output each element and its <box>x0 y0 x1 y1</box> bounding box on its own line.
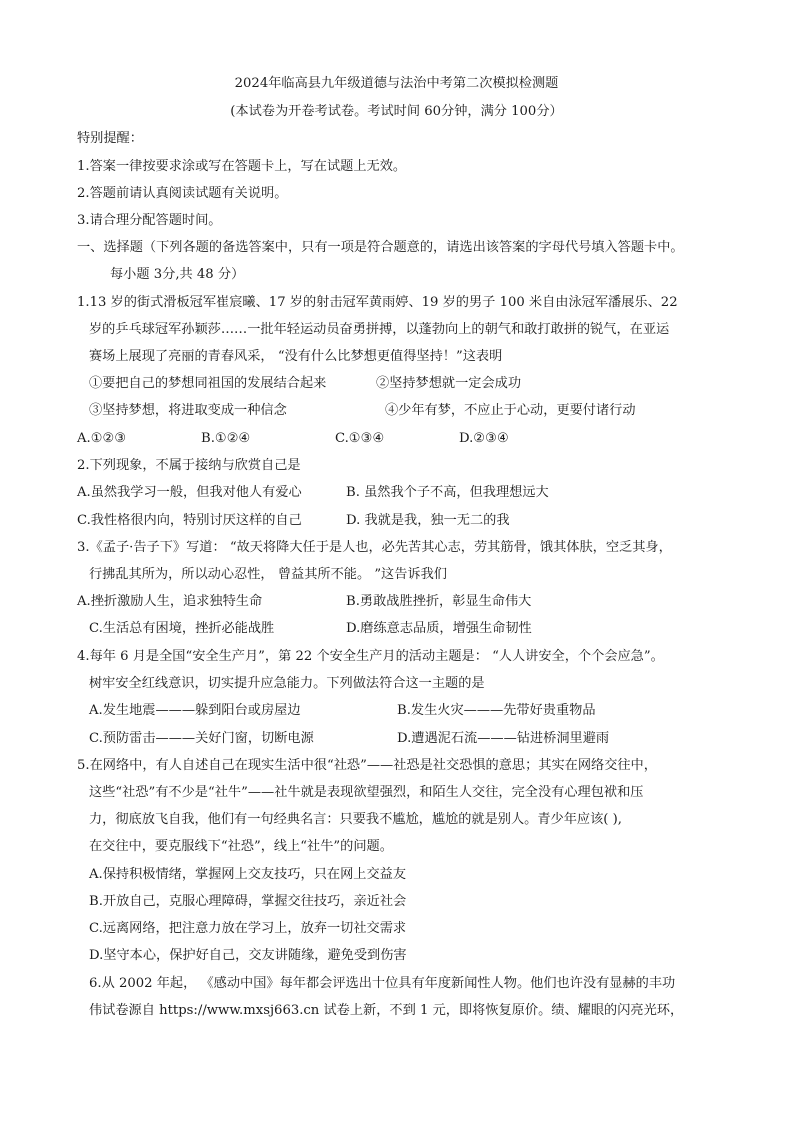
option: C.生活总有困境，挫折必能战胜 <box>89 621 275 636</box>
statement: ①要把自己的梦想同祖国的发展结合起来 <box>89 376 327 391</box>
option: B.发生火灾———先带好贵重物品 <box>397 703 596 718</box>
option: C.预防雷击———关好门窗，切断电源 <box>89 731 314 746</box>
question-stem: 行拂乱其所为，所以动心忍性， 曾益其所不能。 ”这告诉我们 <box>89 567 447 582</box>
option: C.我性格很内向，特别讨厌这样的自己 <box>77 513 302 528</box>
exam-subtitle: (本试卷为开卷考试卷。考试时间 60分钟，满分 100分） <box>230 104 563 119</box>
statement: ②坚持梦想就一定会成功 <box>376 376 522 391</box>
question-stem: 力，彻底放飞自我，他们有一句经典名言：只要我不尴尬，尴尬的就是别人。青少年应该( ), <box>89 812 622 827</box>
section-heading-cont: 每小题 3分,共 48 分） <box>110 267 245 282</box>
question-stem: 岁的乒乓球冠军孙颖莎……一批年轻运动员奋勇拼搏，以蓬勃向上的朝气和敢打敢拼的锐气，在亚运 <box>89 322 670 337</box>
question-stem: 伟试卷源自 https://www.mxsj663.cn 试卷上新，不到 1 元，即将恢复原价。绩、耀眼的闪亮光环， <box>89 1003 684 1018</box>
notice-item: 1.答案一律按要求涂或写在答题卡上，写在试题上无效。 <box>77 159 407 174</box>
option: A.挫折激励人生，追求独特生命 <box>77 594 263 609</box>
option: D.遭遇泥石流———钻进桥洞里避雨 <box>397 731 610 746</box>
option: C.远离网络，把注意力放在学习上，放弃一切社交需求 <box>89 921 407 936</box>
option: D.磨练意志品质，增强生命韧性 <box>346 621 532 636</box>
exam-title: 2024年临高县九年级道德与法治中考第二次模拟检测题 <box>234 76 559 91</box>
question-stem: 6.从 2002 年起， 《感动中国》每年都会评选出十位具有年度新闻性人物。他们也许没有显赫的丰功 <box>89 976 676 991</box>
question-stem: 2.下列现象，不属于接纳与欣赏自己是 <box>77 458 301 473</box>
notice-heading: 特别提醒： <box>77 131 143 146</box>
notice-item: 3.请合理分配答题时间。 <box>77 213 222 228</box>
question-stem: 1.13 岁的街式滑板冠军崔宸曦、17 岁的射击冠军黄雨婷、19 岁的男子 100 米自由泳冠军潘展乐、22 <box>77 295 678 310</box>
option: C.①③④ <box>335 431 385 446</box>
option: D. 我就是我，独一无二的我 <box>346 513 510 528</box>
question-stem: 5.在网络中，有人自述自己在现实生活中很“社恐”——社恐是社交恐惧的意思；其实在网络交往中， <box>77 758 657 773</box>
option: A.虽然我学习一般，但我对他人有爱心 <box>77 485 302 500</box>
question-stem: 树牢安全红线意识，切实提升应急能力。下列做法符合这一主题的是 <box>89 676 485 691</box>
option: D.②③④ <box>459 431 509 446</box>
question-stem: 赛场上展现了亮丽的青春风采， “没有什么比梦想更值得坚持！”这表明 <box>89 349 503 364</box>
question-stem: 4.每年 6 月是全国“安全生产月”，第 22 个安全生产月的活动主题是： “人人讲安全，个个会应急”。 <box>77 649 664 664</box>
question-stem: 在交往中，要克服线下“社恐”，线上“社牛”的问题。 <box>89 839 393 854</box>
notice-item: 2.答题前请认真阅读试题有关说明。 <box>77 186 288 201</box>
option: B.①②④ <box>201 431 251 446</box>
option: A.发生地震———躲到阳台或房屋边 <box>89 703 301 718</box>
question-stem: 3.《孟子·告子下》写道： “故天将降大任于是人也，必先苦其心志，劳其筋骨，饿其体肤，空乏其身， <box>77 540 672 555</box>
statement: ③坚持梦想，将进取变成一种信念 <box>89 403 287 418</box>
statement: ④少年有梦，不应止于心动，更要付诸行动 <box>385 403 636 418</box>
option: A.①②③ <box>77 431 127 446</box>
option: B.开放自己，克服心理障碍，掌握交往技巧，亲近社会 <box>89 894 407 909</box>
section-heading: 一、选择题（下列各题的备选答案中，只有一项是符合题意的，请选出该答案的字母代号填入答题卡中。 <box>77 240 684 255</box>
question-stem: 这些“社恐”有不少是“社牛”——社牛就是表现欲望强烈，和陌生人交往，完全没有心理包袱和压 <box>89 785 644 800</box>
option: B.勇敢战胜挫折，彰显生命伟大 <box>346 594 532 609</box>
option: A.保持积极情绪，掌握网上交友技巧，只在网上交益友 <box>89 867 407 882</box>
option: D.坚守本心，保护好自己，交友讲随缘，避免受到伤害 <box>89 948 407 963</box>
option: B. 虽然我个子不高，但我理想远大 <box>346 485 549 500</box>
